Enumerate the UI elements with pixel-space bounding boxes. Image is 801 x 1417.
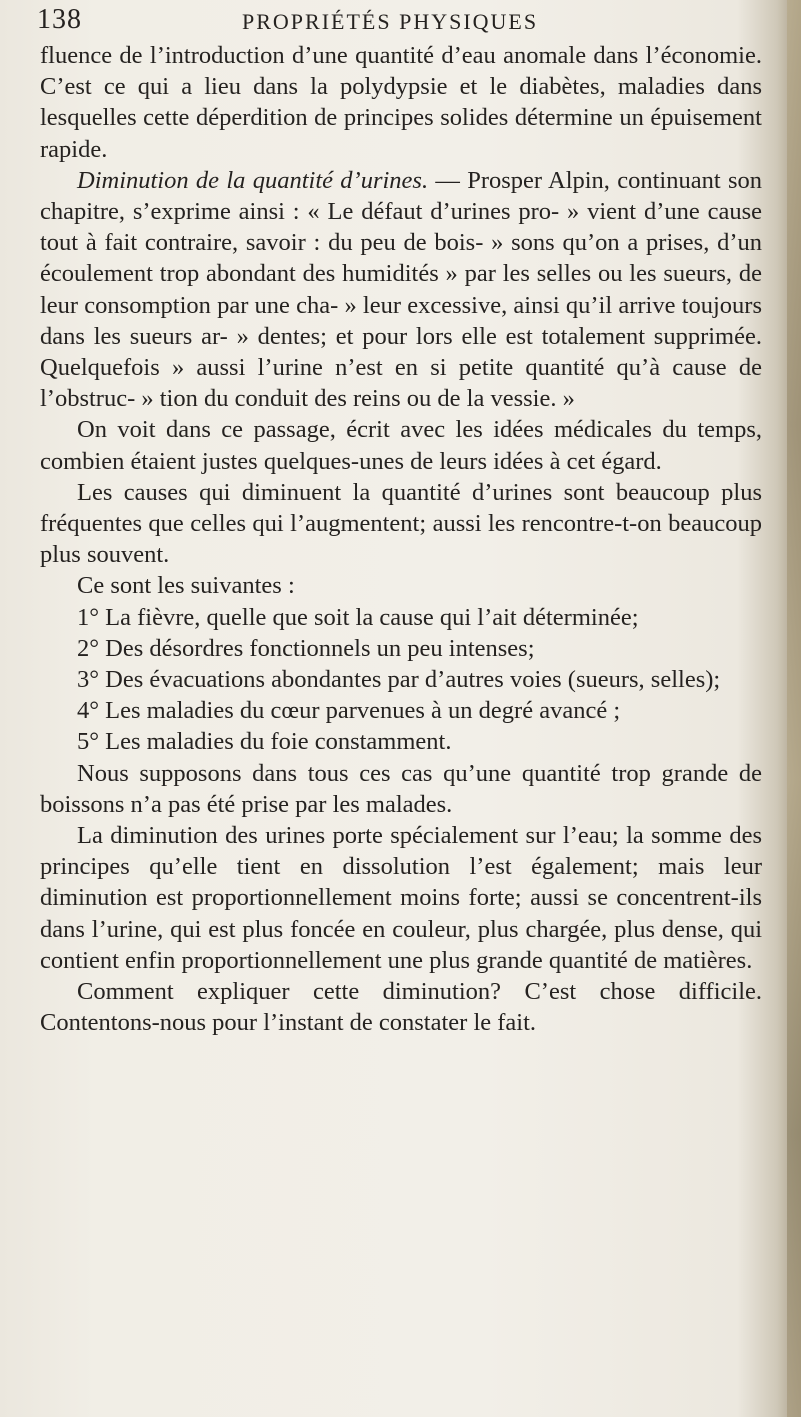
page-header <box>37 4 757 34</box>
paragraph: On voit dans ce passage, écrit avec les idées médicales du temps, combien étaient justes quelques-unes de leurs idées à cet égard. <box>40 416 762 475</box>
body-text <box>40 40 762 1039</box>
page-number: 138 <box>37 4 82 35</box>
list-item: 5° Les maladies du foie constamment. <box>77 728 452 756</box>
paragraph-continuation: fluence de l’introduction d’une quantité d’eau anomale dans l’économie. C’est ce qui a lieu dans la polydypsie et le diabètes, maladies dans lesquelles cette déperdition de principes solides détermine un épuisement rapide. <box>40 42 762 163</box>
quotation-text: — Prosper Alpin, continuant son chapitre, s’exprime ainsi : « Le défaut d’urines pro- » vient d’une cause tout à fait contraire, savoir : du peu de bois- » sons qu’on a prises, d’un écoulement trop abondant des humidités » par les selles ou les sueurs, de leur consomption par une cha- » leur excessive, ainsi qu’il arrive toujours dans les sueurs ar- » dentes; et pour lors elle est totalement supprimée. Quelquefois » aussi l’urine n’est en si petite quantité qu’à cause de l’obstruc- » tion du conduit des reins ou de la vessie. » <box>40 166 762 413</box>
list-item: 1° La fièvre, quelle que soit la cause qui l’ait déterminée; <box>77 603 639 631</box>
list-item: 3° Des évacuations abondantes par d’autres voies (sueurs, selles); <box>77 666 721 694</box>
paragraph: Comment expliquer cette diminution? C’est chose difficile. Contentons-nous pour l’instant de constater le fait. <box>40 978 762 1037</box>
list-item: 2° Des désordres fonctionnels un peu intenses; <box>77 634 535 662</box>
running-head: PROPRIÉTÉS PHYSIQUES <box>242 9 539 34</box>
page-edge-shadow <box>787 0 801 1417</box>
paragraph: Ce sont les suivantes : <box>77 572 295 600</box>
paragraph-diminution <box>40 165 762 415</box>
paragraph: Nous supposons dans tous ces cas qu’une quantité trop grande de boissons n’a pas été prise par les malades. <box>40 759 762 818</box>
paragraph: Les causes qui diminuent la quantité d’urines sont beaucoup plus fréquentes que celles qui l’augmentent; aussi les rencontre-t-on beaucoup plus souvent. <box>40 478 762 569</box>
section-heading: Diminution de la quantité d’urines. <box>77 166 429 194</box>
paragraph: La diminution des urines porte spécialement sur l’eau; la somme des principes qu’elle tient en dissolution l’est également; mais leur diminution est proportionnellement moins forte; aussi se concentrent-ils dans l’urine, qui est plus foncée en couleur, plus chargée, plus dense, qui contient enfin proportionnellement une plus grande quantité de matières. <box>40 822 762 974</box>
list-item: 4° Les maladies du cœur parvenues à un degré avancé ; <box>77 697 621 725</box>
